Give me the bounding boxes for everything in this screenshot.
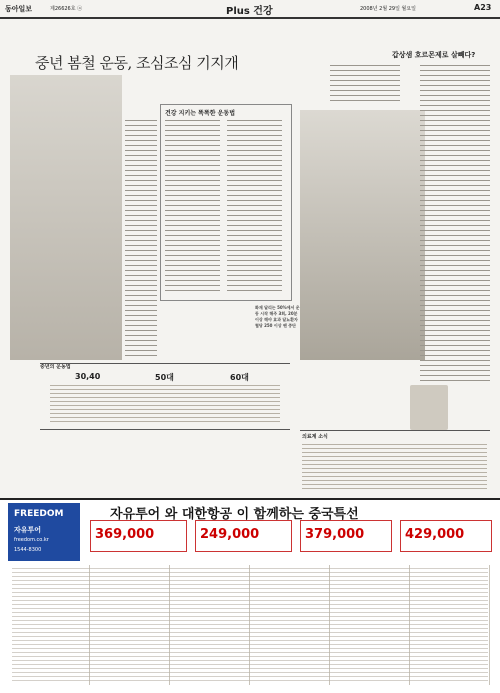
side-column-2 <box>420 65 490 383</box>
author-photo <box>410 385 448 430</box>
ad-listing-text <box>12 568 488 683</box>
runner-photo-left <box>10 75 122 360</box>
news-title: 의료계 소식 <box>302 434 328 440</box>
price-box-2 <box>195 520 292 552</box>
table-body <box>50 385 280 425</box>
medical-news <box>300 430 490 491</box>
side-column-1 <box>330 65 400 105</box>
article-headline: 중년 봄철 운동, 조심조심 기지개 <box>35 54 239 72</box>
side-headline: 갑상샘 호르몬제로 살빼다? <box>392 51 476 59</box>
tips-column-2 <box>227 120 282 295</box>
age-30-40: 30,40 <box>75 372 101 381</box>
page-header <box>0 0 500 19</box>
tips-box-title: 건강 지키는 똑똑한 운동법 <box>165 110 236 117</box>
table-title: 중년의 운동법 <box>40 364 71 370</box>
caption: 화재 달리는 50%에서 운동 시작 해주 3회, 20분 이상 해야 효과 달뇨환자 혈당 250 이상 땐 중단 <box>255 305 300 328</box>
runner-photo-right <box>300 110 425 360</box>
paper-name: 동아일보 <box>5 5 33 13</box>
issue-date: 2008년 2월 29일 월요일 <box>360 6 417 12</box>
section-title: Plus 건강 <box>226 6 273 17</box>
ad-brand-block <box>8 503 80 561</box>
news-body <box>302 444 487 492</box>
price-2: 249,000 <box>200 527 260 542</box>
ad-brand-kr: 자유투어 <box>14 526 42 534</box>
article-column-1 <box>125 120 157 360</box>
issue-number: 제26626호 ⓐ <box>50 6 83 12</box>
ad-url: freedom.co.kr <box>14 537 49 543</box>
page-number: A23 <box>474 3 492 12</box>
ad-phone: 1544-8300 <box>14 547 42 553</box>
price-1: 369,000 <box>95 527 155 542</box>
tips-column-1 <box>165 120 220 295</box>
age-50: 50대 <box>155 373 174 382</box>
price-3: 379,000 <box>305 527 365 542</box>
price-4: 429,000 <box>405 527 465 542</box>
price-box-3 <box>300 520 392 552</box>
ad-title: 자유투어 와 대한항공 이 함께하는 중국특선 <box>110 507 359 522</box>
price-box-4 <box>400 520 492 552</box>
ad-brand: FREEDOM <box>14 509 64 519</box>
price-box-1 <box>90 520 187 552</box>
age-60: 60대 <box>230 373 249 382</box>
